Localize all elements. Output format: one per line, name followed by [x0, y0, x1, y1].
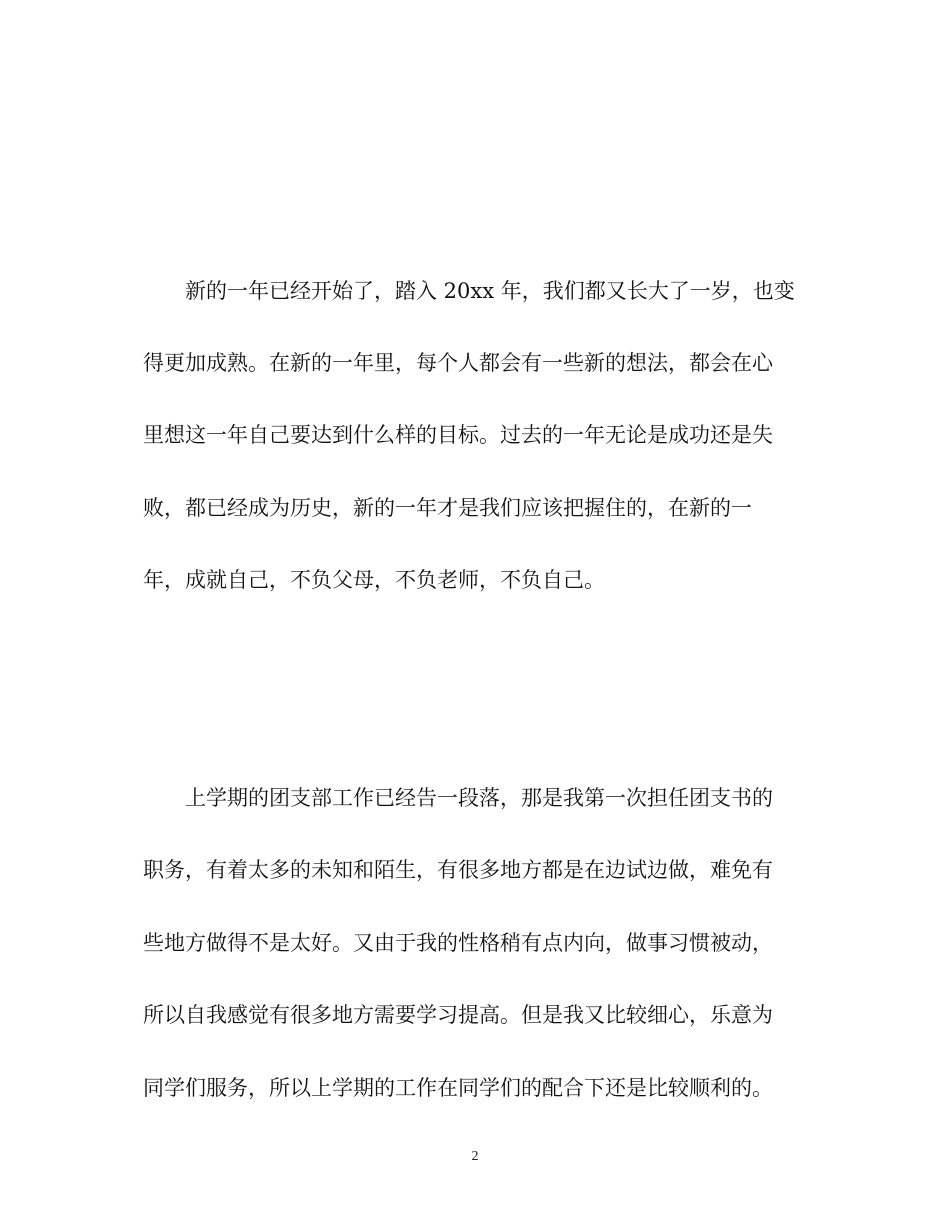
paragraph-line: 年，成就自己，不负父母，不负老师，不负自己。	[143, 568, 605, 592]
paragraph-line: 得更加成熟。在新的一年里，每个人都会有一些新的想法，都会在心	[143, 351, 773, 375]
paragraph-line: 败，都已经成为历史，新的一年才是我们应该把握住的，在新的一	[143, 496, 752, 520]
paragraph-line: 所以自我感觉有很多地方需要学习提高。但是我又比较细心，乐意为	[143, 1003, 773, 1027]
paragraph-line: 里想这一年自己要达到什么样的目标。过去的一年无论是成功还是失	[143, 423, 773, 447]
paragraph-line: 上学期的团支部工作已经告一段落，那是我第一次担任团支书的	[185, 786, 773, 810]
page-number: 2	[471, 1149, 479, 1164]
paragraph-line: 些地方做得不是太好。又由于我的性格稍有点内向，做事习惯被动，	[143, 931, 773, 955]
paragraph-line: 新的一年已经开始了，踏入 20xx 年，我们都又长大了一岁，也变	[185, 279, 795, 303]
paragraph-line: 同学们服务，所以上学期的工作在同学们的配合下还是比较顺利的。	[143, 1076, 773, 1100]
paragraph-line: 职务，有着太多的未知和陌生，有很多地方都是在边试边做，难免有	[143, 858, 773, 882]
